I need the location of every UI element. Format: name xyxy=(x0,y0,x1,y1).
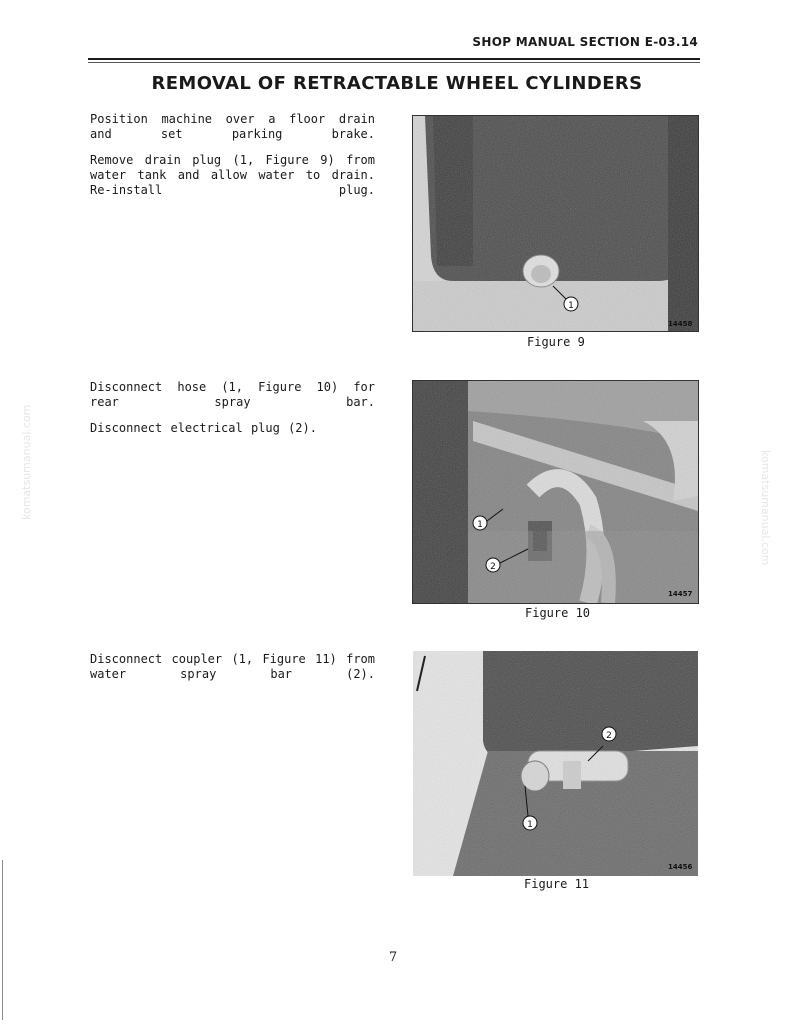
watermark-right: komatsumanual.com xyxy=(759,450,772,566)
figure-10-caption: Figure 10 xyxy=(525,606,591,620)
page-title: REMOVAL OF RETRACTABLE WHEEL CYLINDERS xyxy=(151,73,643,94)
photo-number: 14457 xyxy=(668,590,693,598)
callout-label: 1 xyxy=(527,820,533,830)
figure-9-caption: Figure 9 xyxy=(527,335,585,349)
figure-11-photo xyxy=(412,650,699,877)
step-2-paragraph-2: Disconnect electrical plug (2). xyxy=(90,421,317,435)
step-2-paragraph-1: Disconnect hose (1, Figure 10) for rear spray bar. xyxy=(90,380,375,409)
photo-number: 14456 xyxy=(668,863,693,871)
scan-edge-line xyxy=(2,860,3,1020)
header-rule xyxy=(88,58,700,60)
header-rule-thin xyxy=(88,62,700,63)
callout-label: 1 xyxy=(477,520,483,530)
watermark-left: komatsumanual.com xyxy=(20,404,33,520)
page-number: 7 xyxy=(388,950,398,965)
callout-label: 2 xyxy=(606,731,612,741)
figure-9-photo xyxy=(412,115,699,332)
step-1-paragraph-2: Remove drain plug (1, Figure 9) from water tank and allow water to drain. Re-install plug. xyxy=(90,153,375,197)
step-1-paragraph-1: Position machine over a floor drain and set parking brake. xyxy=(90,112,375,141)
figure-11-caption: Figure 11 xyxy=(524,877,590,891)
callout-label: 1 xyxy=(568,301,574,311)
figure-10-photo xyxy=(412,380,699,604)
photo-number: 14458 xyxy=(668,320,693,328)
step-3-text xyxy=(90,652,375,682)
callout-label: 2 xyxy=(490,562,496,572)
step-2-text xyxy=(90,380,375,436)
step-3-paragraph-1: Disconnect coupler (1, Figure 11) from water spray bar (2). xyxy=(90,652,375,681)
section-header: SHOP MANUAL SECTION E-03.14 xyxy=(472,35,698,49)
step-1-text xyxy=(90,112,375,198)
